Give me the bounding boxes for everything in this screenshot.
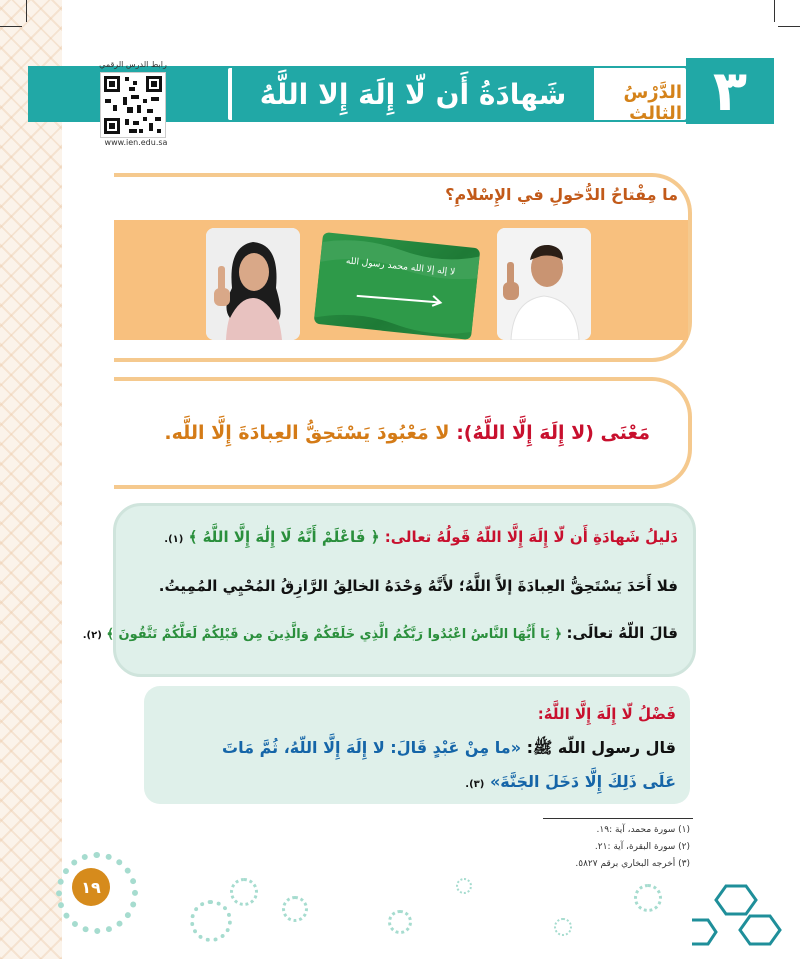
verse-2-intro: قالَ اللّهُ تعالَى: xyxy=(566,624,678,642)
evidence-line-3 xyxy=(82,624,678,642)
hadith-line-2 xyxy=(116,772,676,791)
qr-caption: رابط الدرس الرقمي xyxy=(99,60,167,69)
footnote-2: (٢) سورة البقرة، آية :٢١. xyxy=(594,842,690,852)
decorative-rosette-icon xyxy=(190,900,232,942)
verse-1-ref: (١). xyxy=(164,534,184,545)
meaning-label: مَعْنَى (لا إِلَهَ إِلَّا اللَّهُ): xyxy=(456,422,650,444)
evidence-intro: دَليلُ شَهادَةِ أَن لّا إِلَهَ إِلَّا اللّهُ قَولُهُ تعالى: xyxy=(384,528,678,546)
crop-mark xyxy=(0,26,22,27)
decorative-rosette-icon xyxy=(634,884,662,912)
qr-url[interactable]: www.ien.edu.sa xyxy=(104,138,168,147)
verse-1: ﴿ فَاعْلَمْ أَنَّهُ لَا إِلَٰهَ إِلَّا اللَّهُ ﴾ xyxy=(188,528,380,546)
virtue-heading: فَضْلُ لّا إِلَهَ إِلَّا اللَّهُ: xyxy=(537,705,676,723)
hadith-intro: قال رسول اللّه ﷺ: xyxy=(526,738,676,757)
flag-inscription: لا إله إلا الله محمد رسول الله xyxy=(345,256,456,278)
hadith-ref: (٣). xyxy=(465,779,485,790)
verse-2: ﴿ يَا أَيُّهَا النَّاسُ اعْبُدُوا رَبَّكُمُ الَّذِي خَلَقَكُمْ وَالَّذِينَ مِن قَبْلِكُمْ لَعَلَّكُمْ تَتَّقُونَ ﴾ xyxy=(106,627,563,642)
footnote-1: (١) سورة محمد، آية :١٩. xyxy=(596,825,690,835)
verse-2-ref: (٢). xyxy=(82,630,102,641)
decorative-rosette-icon xyxy=(282,896,308,922)
boy-photo xyxy=(497,228,591,340)
meaning-statement xyxy=(90,422,650,444)
footnote-3: (٣) أخرجه البخاري برقم ٥٨٢٧. xyxy=(575,859,690,869)
crop-mark xyxy=(778,26,800,27)
footnote-divider xyxy=(543,818,693,819)
decorative-rosette-icon xyxy=(554,918,572,936)
decorative-rosette-icon xyxy=(230,878,258,906)
hadith-text-1: «ما مِنْ عَبْدٍ قَالَ: لا إِلَهَ إِلَّا اللّهُ، ثُمَّ مَاتَ xyxy=(222,738,522,757)
meaning-text: لا مَعْبُودَ يَسْتَحِقُّ العِبادَةَ إِلَّا اللَّه. xyxy=(164,422,450,444)
evidence-line-1 xyxy=(118,528,678,546)
hadith-text-2: عَلَى ذَلِكَ إِلَّا دَخَلَ الجَنَّةَ» xyxy=(489,772,676,791)
decorative-rosette-icon xyxy=(456,878,472,894)
crop-mark xyxy=(26,0,27,22)
evidence-line-2: فلا أَحَدَ يَسْتَحِقُّ العِبادَةَ إلاَّ اللَّهُ؛ لأَنَّهُ وَحْدَهُ الخالِقُ الرَّازِقُ المُحْيِي المُمِيتُ. xyxy=(158,577,678,595)
crop-mark xyxy=(774,0,775,22)
lesson-number: ٣ xyxy=(686,58,774,124)
hadith-line-1 xyxy=(116,738,676,761)
lesson-label: الدَّرْسُ الثالث xyxy=(623,82,682,124)
page-title: شَهادَةُ أَن لّا إِلَهَ إِلا اللَّهُ xyxy=(232,68,594,120)
page-number: ١٩ xyxy=(72,868,110,906)
decorative-rosette-icon xyxy=(388,910,412,934)
decorative-border-strip xyxy=(0,0,62,959)
girl-photo xyxy=(206,228,300,340)
intro-question: ما مِفْتاحُ الدُّخولِ في الإِسْلامِ؟ xyxy=(445,185,678,204)
qr-code-icon[interactable] xyxy=(100,72,166,138)
decorative-geometric-icon xyxy=(686,880,782,950)
